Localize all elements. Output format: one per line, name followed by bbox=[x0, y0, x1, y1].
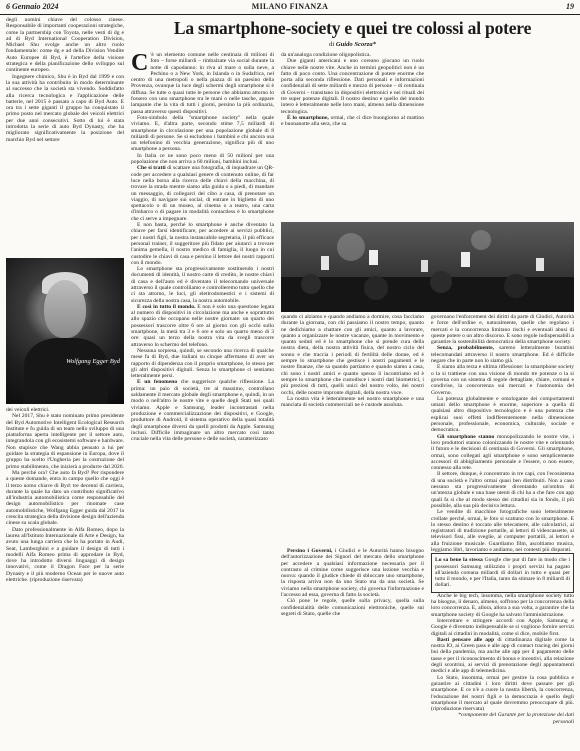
subhead: E un fenomeno bbox=[137, 379, 178, 386]
drop-cap: C bbox=[131, 52, 149, 76]
author: Guido Scorza* bbox=[335, 41, 376, 48]
paragraph: Le vendite di macchine fotografiche sono letteralmente crollate perché, ormai, le foto si scattano con lo smartphone. E lo stesso destino è toccato alle telecamere, alle calcolatrici, ai registratori di tradizione portatile, ai lettori di videocassette, ai televisori fissi, alle sveglie, ai computer portatili, ai lettori e alla fruizione musicale. Guardiamo film, ascoltiamo musica, leggiamo libri, lavoriamo e andiamo, nei contesti più disparati. bbox=[431, 509, 574, 553]
left-paragraph: Dato professionalmente in Alfa Romeo, dopo la laurea all'Istituto Internazionale di Arte e Design, ha avuto una lunga carriera che lo ha portato in Audi, Seat, Lamborghini e a guidare il design di tutti i modelli Alfa Romeo prima di approdare in Byd, dove ha introdotto diversi linguaggi di design innovativi, come il Dragon Face per la serie Dynasty e il più moderno Ocean per le nuove auto elettriche. (riproduzione riservata) bbox=[6, 526, 124, 584]
paragraph: Nessuna sorpresa, quindi, se secondo una ricerca di qualche mese fa di Byd, due italiani su cinque affermano di aver un rapporto di dipendenza con il proprio smartphone, lo stesso per gli altri dispositivi digitali. Senza lo smartphone ci sentiamo letteralmente persi. bbox=[131, 347, 274, 380]
paragraph: Il settore, dunque, è concentrato in tre capi, con l'ecosistema di una società e l'altro ormai quasi ben distribuiti. Non a caso nessuno sta progressivamente diventando un'ombra di un'utenza globale e una base utenti di chi ha a che fare con app quali fa sì che al modo stesso dei cittadini sia in fondo, il più possibile, alla sua più decisiva lettura. bbox=[431, 471, 574, 509]
left-paragraph: degli uomini chiave del colosso cinese. Responsabile di importanti cooperazioni strategiche, come la partnership con Toyota, nelle vesti di dg e ad di Byd International Cooperation Division, Michael Shu svolge anche un altro ruolo fondamentale: come dg e ad della Division Vendite Auto Europee di Byd, è l'artefice della visione strategica e della pianificazione dello sviluppo sul continente europeo. bbox=[6, 17, 124, 74]
article-title: La smartphone-society e quei tre colossi al potere bbox=[173, 18, 532, 38]
paragraph: Lo Stato, insomma, ormai per gestire la cosa pubblica e garantire ai cittadini i loro diritti deve passare per gli smartphone. E ce n'è a cuore la nostra libertà, la concorrenza, l'educazione dei nostri figli e la democrazia è quello degli smartphone il mercato al quale dovremmo preoccupare di più. (riproduzione riservata) bbox=[431, 674, 574, 713]
article-column-2-bottom bbox=[281, 548, 424, 746]
crowd-smartphones-photo bbox=[281, 222, 574, 312]
paragraph: E siamo alla terza e ultima riflessione: la smartphone society o la si trattiene con una visione di mondo tre potenze o la si governa con un sistema di regole dettagliate, chiare, comuni e condivise, la concorrenza sui mercati e l'autonomia del Governo. bbox=[431, 364, 574, 396]
paragraph: ormai, che ci dice buongiorno al mattino e buonanotte alla sera, che sa bbox=[281, 114, 424, 128]
masthead: MILANO FINANZA bbox=[251, 2, 329, 11]
paragraph: 'è un elemento comune nelle centinaia di milioni di foto – forse miliardi – rimbalzate via social durante la notte di capodanno: in riva al mare o sulla neve, a Pechino o a New York, in Islanda o in Sudafrica, nel centro di una metropoli o nella piazza di un paesino della Provenza, ovunque la luce degli schermi degli smartphone si è diffusa. Se tutte o quasi tutte le persone che abbiamo attorno lo fossero con uno smartphone tra le mani o nelle tasche, appare lampante che la vita di tutti i giorni, persino la più ordinaria, passa attraverso questi dispositivi. bbox=[131, 52, 274, 115]
subhead: E così in tutto il mondo. bbox=[137, 303, 196, 310]
photo-caption: Wolfgang Egger Byd bbox=[66, 358, 120, 365]
portrait-photo bbox=[6, 258, 124, 404]
subhead: Basti pensare alle app bbox=[437, 636, 495, 643]
paragraph: Due giganti americani e uno coreano giocano un ruolo chiave nelle nostre vite. Anche in termini geopolitici non è un fatto di poco conto. Una concentrazione di potere enorme che porta alla seconda riflessione. Dati personali e informazioni confidenziali di sette miliardi e mezzo di persone – di centinaia di Governi – transitano in dispositivi elettronici e nei rituali dei tre super potenze digitali. Il nostro destino e quello del mondo intero è letteralmente nelle loro mani, almeno nella dimensione tecnologica. bbox=[281, 58, 424, 115]
left-paragraph: Ingegnere chimico, Shu è in Byd dal 1999 e con la sua attività ha contribuito in modo determinante al successo che la società sta vivendo. Soddisfatto alla ricerca tecnologica e l'applicazione delle batterie, nel 2015 è passato a capo di Byd Auto. E ora tra i sette giganti il gruppo ha conquistato il primo posto nel mercato globale dei veicoli elettrici per due anni consecutivi. Sotto di lui è stata introdotta la serie di auto Byd Dynasty, che ha migliorato significativamente la posizione del marchio Byd nel settore bbox=[6, 73, 124, 143]
left-paragraph: Ma perché ora? Che auto fa Byd? Per rispondere a queste domande, entra in campo quello che oggi è il terzo uomo chiave di Byd: tre decenni di carriera, durante la quale ha dato un contributo significativo all'industria automobilistica come responsabile del design automobilistico per rinomate case automobilistiche, Wolfgang Egger guida dal 2017 la crescita strategica della divisione design dell'azienda cinese su scala globale. bbox=[6, 469, 124, 527]
paragraph: In Italia ce ne sono poco meno di 50 milioni per una popolazione che non arriva a 60 milioni, bambini inclusi. bbox=[131, 152, 274, 166]
article-column-3 bbox=[431, 314, 574, 746]
article-column-1 bbox=[131, 52, 274, 746]
subhead: È lo smartphone, bbox=[287, 114, 329, 121]
paragraph: Lo smartphone sta progressivamente sostituendo i nostri documenti di identità, il nostro carte di credito, le nostre chiavi di casa e dell'auto ed è diventato il telecomando universale attraverso il quale controlliamo e controlleremo tutto quello che ci sta attorno, le luci, gli elettrodomestici e i sistemi di sicurezza della nostra casa, la nostra automobile. bbox=[131, 266, 274, 304]
paragraph: Anche le big tech, insomma, nella smartphone society tutto ha bisogno, il denaro, almeno, soffrono per la concorrenza della loro concorrenza. E, allora, allora a sua volta, a garantire che la smartphone society di Google ha salvato l'amministrazione. bbox=[431, 592, 574, 618]
subhead: Persino i Governi, bbox=[287, 548, 333, 554]
paragraph: Ciò pone le regole, quelle sulla privacy, quella sulla confidenzialità delle comunicazioni elettroniche, quelle sui segreti di Stato, quelle che bbox=[281, 598, 424, 617]
photo-body bbox=[24, 338, 108, 404]
paragraph: da un'analoga condizione oligopolistica. bbox=[281, 52, 371, 58]
subhead: Senza, probabilmente, bbox=[437, 345, 495, 352]
paragraph: Foto-simbolo della "smartphone society" nella quale viviamo. E, d'altra parte, secondo stime 7,5 miliardi di smartphone in circolazione per una popolazione globale di 8 miliardi di persone. Se si escludono i bambini e chi ancora usa un telefonino di vecchia generazione, significa più di uno smartphone a persona. bbox=[131, 114, 274, 153]
paragraph: monopolizzando le nostre vite, i loro produttori stanno colonizzando le nostre vite e orientando il futuro e le decisioni di centinaia di Governi. Gli smartphone, ormai, sono collegati agli smartphone e sono semplicemente accessori di abbigliamento personale e l'essere, o non essere, connesso alla rete. bbox=[431, 433, 574, 472]
paragraph: governano l'enforcement dei diritti da parte di Giudici, Autorità e forze dell'ordine e, naturalmente, quelle che regolano i mercati e la concorrenza limitano rischi e eventuali abusi di queste potere o un altro discorso. E sono regole indispensabili a garantire la sostenibilità democratica della smartphone society. bbox=[431, 314, 574, 346]
article-column-2-middle bbox=[281, 314, 424, 546]
subhead: Che si tratti bbox=[137, 165, 166, 172]
paragraph: i Giudici e le Autorità hanno bisogno dell'autorizzazione dei Signori del mercato dello smartphone per accedere a qualsiasi informazione necessaria per il contrasto al crimine come suggerisce una lezione vecchia e nuova: quando il giudice chiede di sbloccare uno smartphone, la risposta arriva non da uno Stato ma da una società. Se viviamo nella smartphone society, chi governa l'informazione e l'accesso ad essa, governa di fatto la società. bbox=[281, 548, 424, 599]
subhead: Lo sa bene la stessa bbox=[435, 557, 483, 564]
photo-face bbox=[44, 280, 86, 338]
author-note: *componente del Garante per la protezione dei dati personali bbox=[458, 712, 574, 725]
subhead: Gli smartphone stanno bbox=[437, 433, 495, 440]
paragraph: Intercettare e stringere accordi con Apple, Samsung e Google è diventato indispensabile se si vogliono fornire servizi digitali ai cittadini in modalità, come si dice, mobile first. bbox=[431, 617, 574, 637]
byline bbox=[131, 41, 574, 48]
page-number: 19 bbox=[566, 2, 574, 11]
left-paragraph: Nel 2017, Shu è stato nominato primo presidente del Byd Automotive Intelligent Ecological Research Institute e fu guida di un team nello sviluppo di una piattaforma aperta intelligente per il settore auto, integrandola con gli ecosistemi software e hardware. Non stupisce che Wang abbia pensato a lui per guidare la strategia di espansione in Europa, dove il gruppo ha scelto l'Ungheria per la costruzione del primo stabilimento, che inizierà a produrre dal 2026. bbox=[6, 413, 124, 470]
issue-date: 6 Gennaio 2024 bbox=[6, 2, 59, 11]
paragraph: Google che pur di fare in modo che i possessori Samsung utilizzino i propri servizi ha pagato all'azienda coreana miliardi di dollari in tutto e quasi per tutto il mondo, e per l'Italia, tanto da stimare in 8 miliardi di dollari. bbox=[435, 557, 570, 589]
paragraph: che suggerisce qualche riflessione. La prima: un paio di società, tre al massimo, controllano saldamente il mercato globale degli smartphone e, quindi, in un modo o nell'altro le nostre vite e quelle degli Stati nei quali viviamo. Apple e Samsung, leader incontrastati nella produzione e commercializzazione dei dispositivi, e Google, produttore di Android, il sistema operativo della quasi totalità degli smartphone diversi da quelli prodotti da Apple. Samsung inclusi. Difficile immaginare un altro mercato così tanto cruciale nella vita delle persone e delle società, caratterizzato bbox=[131, 379, 274, 443]
paragraph: di cittadinanza digitale come la nostra IO, ai Green pass e alle app di contact tracing dei giorni bui della pandemia, ma anche alle app per il pagamento delle tasse e per il riconoscimento di bonus e incentivi, alla relazione degli scontrini, ai servizi di prenotazione degli appuntamenti medici e alle app di telemedicina. bbox=[431, 636, 574, 675]
paragraph: saremo letteralmente burattini telecomandati attraverso il nostro smartphone. Ed è difficile negare che in parte non lo siamo già. bbox=[431, 345, 574, 365]
page-header bbox=[0, 0, 580, 15]
paragraph: di scattare una fotografia, di inquadrare un QR-code per accedere a qualsiasi genere di contenuto online, di far luce nella borsa alla ricerca delle chiavi della macchina, di trovare la strada mentre siamo alla guida o a piedi, di mandare un messaggio, di collegarci del cibo a casa, di prenotare un viaggio, di navigare sui social, di entrare in biglietto di uno spettacolo o di un museo, al cinema o a teatro, una carta d'imbarco o di pagare in modalità contactless è lo smartphone che ci serve a impegnare. bbox=[131, 165, 274, 222]
byline-prefix: di bbox=[329, 41, 335, 48]
paragraph: quando ci alziamo e quando andiamo a dormire, cosa facciamo durante la giornata, con chi passiamo il nostro tempo, quanto ne dedichiamo a chattare con gli amici, quanto a lavorare, quanto a organizzare le nostre vacanze, quante in movimento e quanto seduti ed è lo smartphone che si prende cura della nostra dieta, della nostra attività fisica, del nostro ciclo del sonno e che traccia i periodi di fertilità delle donne, ed è sempre lo smartphone che gestisce i nostri pagamenti e le nostre finanze, che sa quando partiamo e quando siamo a casa, chi sono i nostri amici e quanto spesso li incontriamo ed è sempre lo smartphone che custodisce i nostri dati biometrici, i più preziosi di tutti, quelli unici del nostro volto, dei nostri occhi, delle nostre impronte digitali, della nostra voce. bbox=[281, 314, 424, 396]
paragraph: E non basta, perché lo smartphone è anche diventato la chiave per farsi identificare, per accedere ai servizi pubblici, per i nostri figli, la nostra instancabile segretaria, il più efficace personal trainer, il suggeritore più fidato per aiutarci a trovare l'anima gemella, il nostro medico di famiglia, il luogo in cui custodire le chiavi di casa e persino il lettore dei nostri rapporti con il mondo. bbox=[131, 222, 274, 266]
left-paragraph: dei veicoli elettrici. bbox=[6, 407, 50, 413]
highlight-box bbox=[431, 553, 574, 592]
paragraph: La nostra vita è letteralmente nel nostro smartphone e una manciata di società commerciali ne è custode assoluta. bbox=[281, 395, 424, 409]
paragraph: E non è solo una questione legata al numero di dispositivi in circolazione ma anche e soprattutto allo spazio che occupano nelle nostre giornate: un quarto dei possessori trascorre oltre 6 ore al giorno con gli occhi sullo smartphone, la metà tra 3 e 6 ore e solo un quarto meno di 3 ore: quasi un terzo della nostra vita da svegli trascorre attraverso lo schermo del telefono. bbox=[131, 303, 274, 348]
paragraph: La potenza globalmente e omologante dei comportamenti umani dello smartphone è enorme, superiore a quella di qualsiasi altro dispositivo tecnologico e è una potenza che esplicai suoi effetti indifferentemente nella dimensione personale, professionale, economica, culturale, sociale e democratica. bbox=[431, 395, 574, 434]
article-column-2-top bbox=[281, 52, 424, 220]
left-column-bottom bbox=[6, 407, 124, 746]
